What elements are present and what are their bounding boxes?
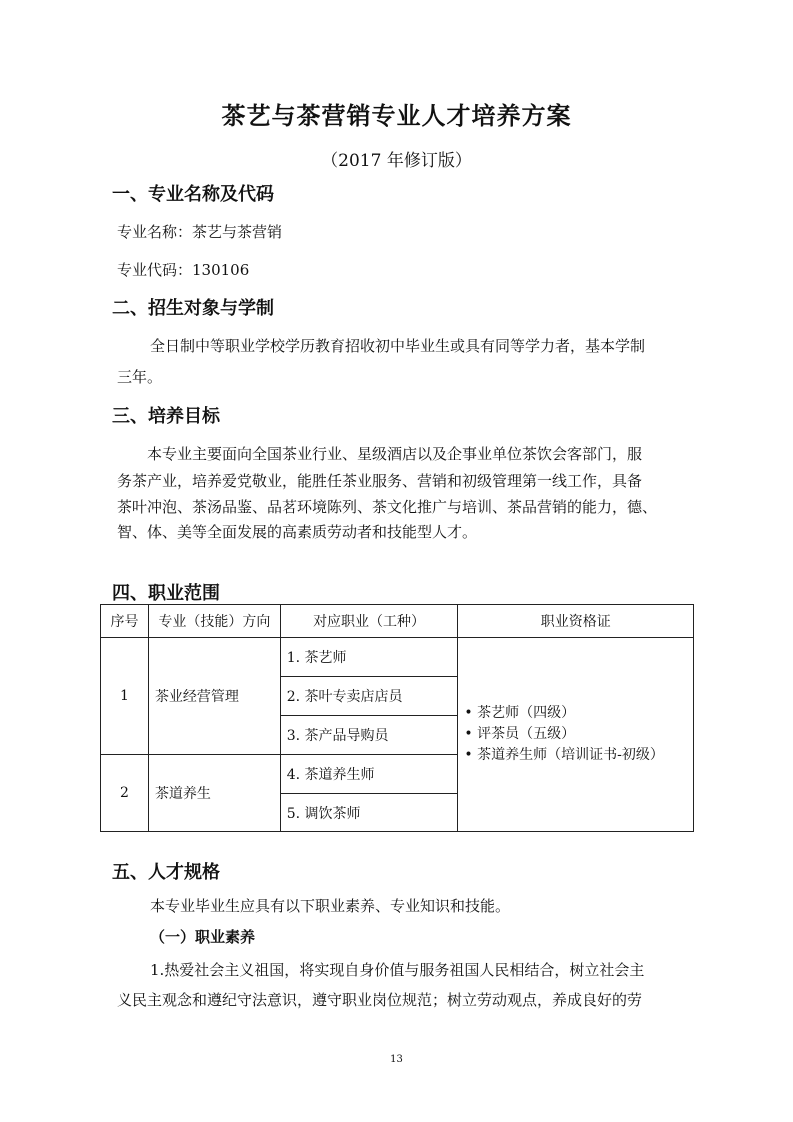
goal-line-1: 本专业主要面向全国茶业行业、星级酒店以及企事业单位茶饮会客部门，服 <box>147 445 643 463</box>
talent-intro: 本专业毕业生应具有以下职业素养、专业知识和技能。 <box>150 897 511 915</box>
section-3-heading: 三、培养目标 <box>112 406 220 427</box>
job-cell: 5. 调饮茶师 <box>280 794 458 832</box>
section-4-heading: 四、职业范围 <box>112 583 220 604</box>
section-1-heading: 一、专业名称及代码 <box>112 184 274 205</box>
job-cell: 1. 茶艺师 <box>280 638 458 677</box>
row-1-direction: 茶业经营管理 <box>148 638 280 755</box>
job-cell: 4. 茶道养生师 <box>280 755 458 794</box>
section-5-heading: 五、人才规格 <box>112 862 220 883</box>
certificate-list <box>464 703 687 766</box>
major-name-line: 专业名称：茶艺与茶营销 <box>117 223 283 241</box>
enrollment-line-2: 三年。 <box>117 368 163 386</box>
header-certificates: 职业资格证 <box>458 605 694 638</box>
header-no: 序号 <box>101 605 149 638</box>
header-direction: 专业（技能）方向 <box>148 605 280 638</box>
quality-item-1-line-2: 义民主观念和遵纪守法意识，遵守职业岗位规范；树立劳动观点，养成良好的劳 <box>117 991 643 1009</box>
quality-item-1-line-1: 1.热爱社会主义祖国，将实现自身价值与服务祖国人民相结合，树立社会主 <box>150 961 645 979</box>
goal-line-2: 务茶产业，培养爱党敬业，能胜任茶业服务、营销和初级管理第一线工作，具备 <box>117 472 643 490</box>
table-row <box>101 638 694 677</box>
goal-line-3: 茶叶冲泡、茶汤品鉴、品茗环境陈列、茶文化推广与培训、茶品营销的能力，德、 <box>117 498 658 516</box>
row-2-no: 2 <box>101 755 149 832</box>
certificate-item: • 茶艺师（四级） <box>464 705 576 721</box>
document-title: 茶艺与茶营销专业人才培养方案 <box>221 102 572 130</box>
job-cell: 2. 茶叶专卖店店员 <box>280 677 458 716</box>
header-jobs: 对应职业（工种） <box>280 605 458 638</box>
certificates-cell <box>458 638 694 832</box>
certificate-item: • 评茶员（五级） <box>464 726 576 742</box>
subsection-1-heading: （一）职业素养 <box>150 928 256 946</box>
major-code-line: 专业代码：130106 <box>117 261 250 279</box>
table-header-row <box>101 605 694 638</box>
goal-line-4: 智、体、美等全面发展的高素质劳动者和技能型人才。 <box>117 523 478 541</box>
career-scope-table <box>100 604 694 832</box>
page-number: 13 <box>390 1054 403 1065</box>
certificate-item: • 茶道养生师（培训证书-初级） <box>464 747 664 763</box>
section-2-heading: 二、招生对象与学制 <box>112 298 274 319</box>
job-cell: 3. 茶产品导购员 <box>280 716 458 755</box>
enrollment-line-1: 全日制中等职业学校学历教育招收初中毕业生或具有同等学力者，基本学制 <box>150 337 646 355</box>
row-1-no: 1 <box>101 638 149 755</box>
document-subtitle: （2017 年修订版） <box>321 151 472 171</box>
row-2-direction: 茶道养生 <box>148 755 280 832</box>
